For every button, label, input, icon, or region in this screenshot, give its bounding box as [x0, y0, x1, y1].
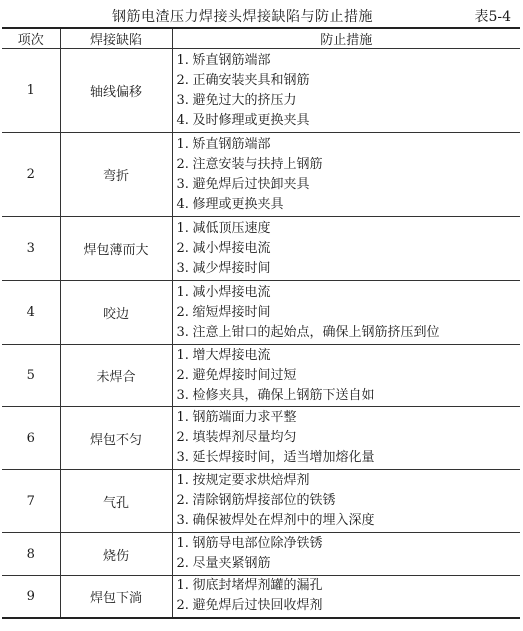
header-no: 项次 — [2, 28, 60, 49]
measure-text: 避免过大的挤压力 — [192, 92, 297, 108]
measure-text: 缩短焊接时间 — [192, 304, 271, 320]
measures-cell — [172, 281, 520, 345]
measure-item — [177, 323, 521, 343]
measure-item — [177, 428, 521, 448]
measure-text: 注意安装与扶持上钢筋 — [192, 156, 323, 172]
measures-cell — [172, 470, 520, 533]
defect-name: 焊包薄而大 — [60, 217, 172, 281]
row-number: 1 — [2, 49, 60, 133]
measure-index: 3. — [176, 92, 189, 108]
measure-item — [177, 259, 521, 279]
table-row — [2, 345, 520, 407]
measures-cell — [172, 49, 520, 133]
measure-index: 1. — [176, 136, 189, 152]
measure-item — [177, 576, 521, 596]
measure-index: 1. — [176, 284, 189, 300]
defect-name: 弯折 — [60, 133, 172, 217]
measure-index: 1. — [176, 473, 189, 488]
table-row — [2, 133, 520, 217]
table-row — [2, 407, 520, 470]
measure-text: 避免焊后过快卸夹具 — [192, 176, 310, 192]
measure-item — [177, 195, 521, 215]
measure-index: 3. — [176, 324, 189, 340]
measure-text: 减低顶压速度 — [192, 220, 271, 236]
row-number: 3 — [2, 217, 60, 281]
header-defect: 焊接缺陷 — [60, 28, 172, 49]
measure-text: 清除钢筋焊接部位的铁锈 — [192, 493, 336, 508]
measure-text: 填装焊剂尽量均匀 — [192, 430, 297, 445]
measure-index: 1. — [176, 347, 189, 363]
measure-text: 钢筋导电部位除净铁锈 — [192, 536, 323, 551]
measure-item — [177, 534, 521, 554]
table-row — [2, 217, 520, 281]
table-row — [2, 576, 520, 618]
measures-cell — [172, 533, 520, 576]
table-number: 表5-4 — [474, 9, 511, 25]
measures-cell — [172, 133, 520, 217]
measures-cell — [172, 407, 520, 470]
table-row — [2, 49, 520, 133]
measure-text: 确保被焊处在焊剂中的埋入深度 — [192, 513, 375, 528]
measure-text: 检修夹具，确保上钢筋下送自如 — [192, 387, 375, 403]
row-number: 2 — [2, 133, 60, 217]
measure-text: 延长焊接时间，适当增加熔化量 — [192, 450, 375, 465]
measure-item — [177, 346, 521, 366]
measure-text: 增大焊接电流 — [192, 347, 271, 363]
measure-text: 正确安装夹具和钢筋 — [192, 72, 310, 88]
measure-index: 1. — [176, 52, 189, 68]
measure-index: 2. — [176, 240, 189, 256]
measure-index: 3. — [176, 387, 189, 403]
table-row — [2, 533, 520, 576]
measure-item — [177, 111, 521, 131]
measure-index: 3. — [176, 176, 189, 192]
measure-item — [177, 491, 521, 511]
measures-cell — [172, 576, 520, 618]
measure-item — [177, 448, 521, 468]
row-number: 7 — [2, 470, 60, 533]
measure-text: 尽量夹紧钢筋 — [192, 556, 271, 571]
measure-item — [177, 554, 521, 574]
header-measures: 防止措施 — [172, 28, 520, 49]
row-number: 5 — [2, 345, 60, 407]
measure-index: 3. — [176, 513, 189, 528]
measure-item — [177, 135, 521, 155]
measure-index: 4. — [176, 196, 189, 212]
measure-text: 避免焊接时间过短 — [192, 367, 297, 383]
measure-text: 彻底封堵焊剂罐的漏孔 — [192, 578, 323, 594]
measure-index: 1. — [176, 410, 189, 425]
measure-item — [177, 366, 521, 386]
header-row — [2, 28, 520, 49]
row-number: 8 — [2, 533, 60, 576]
row-number: 6 — [2, 407, 60, 470]
measure-index: 2. — [176, 493, 189, 508]
measure-item — [177, 511, 521, 531]
measure-text: 减小焊接电流 — [192, 240, 271, 256]
measure-text: 按规定要求烘焙焊剂 — [192, 473, 310, 488]
measure-index: 1. — [176, 220, 189, 236]
measure-item — [177, 155, 521, 175]
measure-item — [177, 596, 521, 616]
defect-name: 未焊合 — [60, 345, 172, 407]
measure-index: 2. — [176, 156, 189, 172]
defect-name: 焊包不匀 — [60, 407, 172, 470]
table-caption — [0, 4, 523, 26]
defect-name: 轴线偏移 — [60, 49, 172, 133]
measures-cell — [172, 217, 520, 281]
defect-name: 咬边 — [60, 281, 172, 345]
measure-index: 2. — [176, 598, 189, 614]
measure-index: 2. — [176, 72, 189, 88]
measure-index: 3. — [176, 450, 189, 465]
measure-index: 3. — [176, 260, 189, 276]
measure-text: 减小焊接电流 — [192, 284, 271, 300]
measure-index: 1. — [176, 536, 189, 551]
measure-item — [177, 51, 521, 71]
measure-text: 注意上钳口的起始点，确保上钢筋挤压到位 — [192, 324, 440, 340]
measure-text: 钢筋端面力求平整 — [192, 410, 297, 425]
measure-index: 1. — [176, 578, 189, 594]
table-title: 钢筋电渣压力焊接头焊接缺陷与防止措施 — [112, 9, 373, 25]
measure-text: 修理或更换夹具 — [192, 196, 284, 212]
measure-index: 2. — [176, 304, 189, 320]
table-row — [2, 470, 520, 533]
defect-name: 气孔 — [60, 470, 172, 533]
measure-item — [177, 303, 521, 323]
measure-item — [177, 71, 521, 91]
measure-text: 矫直钢筋端部 — [192, 136, 271, 152]
measure-item — [177, 408, 521, 428]
measure-index: 4. — [176, 112, 189, 128]
row-number: 4 — [2, 281, 60, 345]
table-row — [2, 281, 520, 345]
measure-item — [177, 386, 521, 406]
measure-index: 2. — [176, 556, 189, 571]
measure-item — [177, 471, 521, 491]
measure-item — [177, 175, 521, 195]
defect-name: 烧伤 — [60, 533, 172, 576]
measure-item — [177, 91, 521, 111]
defect-name: 焊包下淌 — [60, 576, 172, 618]
defects-table — [2, 27, 520, 619]
measure-text: 减少焊接时间 — [192, 260, 271, 276]
measure-item — [177, 219, 521, 239]
measures-cell — [172, 345, 520, 407]
measure-item — [177, 283, 521, 303]
measure-item — [177, 239, 521, 259]
measure-text: 矫直钢筋端部 — [192, 52, 271, 68]
measure-index: 2. — [176, 430, 189, 445]
measure-text: 避免焊后过快回收焊剂 — [192, 598, 323, 614]
measure-text: 及时修理或更换夹具 — [192, 112, 310, 128]
measure-index: 2. — [176, 367, 189, 383]
row-number: 9 — [2, 576, 60, 618]
